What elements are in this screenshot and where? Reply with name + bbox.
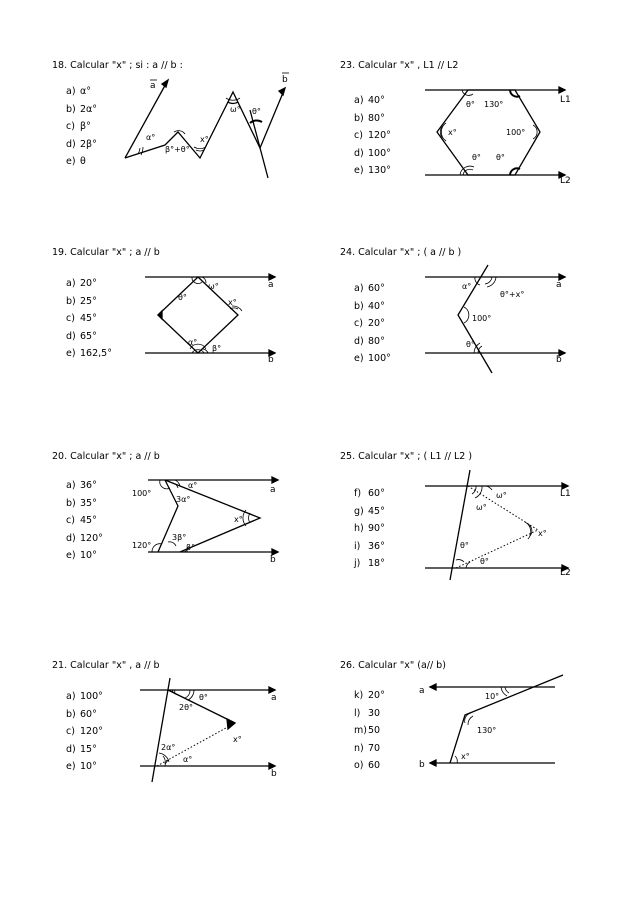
answer-option[interactable]: e) 100° (354, 353, 391, 364)
angle-label: θ°+x° (500, 290, 525, 299)
answer-option[interactable]: e) 162,5° (66, 348, 112, 359)
vector-a-label: a (150, 81, 156, 91)
answer-option[interactable]: a) 40° (354, 95, 385, 106)
angle-figure (135, 678, 290, 783)
answer-option[interactable]: a) 60° (354, 283, 385, 294)
angle-label: ω° (496, 491, 507, 500)
problem-title: 26. Calcular "x" (a// b) (340, 660, 446, 671)
angle-label: 10° (485, 692, 500, 701)
answer-option[interactable]: e) 130° (354, 165, 391, 176)
answer-option[interactable]: e) 10° (66, 761, 97, 772)
answer-option[interactable]: d) 100° (354, 147, 391, 159)
angle-figure (130, 468, 290, 568)
angle-label: ω° (476, 503, 487, 512)
angle-label: θ° (460, 541, 469, 550)
angle-label: 100° (472, 314, 492, 323)
angle-label: x° (538, 529, 547, 538)
angle-label: θ° (466, 100, 475, 109)
angle-figure (415, 675, 575, 775)
angle-label: x° (228, 298, 237, 307)
angle-label: θ° (252, 107, 261, 116)
answer-options (66, 275, 112, 363)
angle-label: θ° (472, 153, 481, 162)
answer-option[interactable]: e) θ (66, 156, 86, 167)
answer-option[interactable]: i) 36° (354, 540, 385, 552)
angle-figure (420, 265, 580, 380)
angle-label: α° (188, 338, 198, 347)
angle-label: θ° (199, 693, 208, 702)
angle-label: x° (200, 135, 209, 144)
answer-option[interactable]: e) 10° (66, 550, 97, 561)
angle-label: 130° (477, 726, 497, 735)
answer-option[interactable]: b) 40° (354, 300, 385, 312)
angle-label: 2α° (161, 743, 176, 752)
answer-option[interactable]: c) 120° (66, 726, 103, 737)
answer-option[interactable]: a) 36° (66, 480, 97, 491)
angle-label: 130° (484, 100, 504, 109)
angle-label: 100° (132, 489, 152, 498)
angle-label: x° (233, 735, 242, 744)
answer-option[interactable]: f) 60° (354, 488, 385, 499)
angle-label: x° (461, 752, 470, 761)
vector-b-label: b (556, 355, 562, 365)
answer-option[interactable]: a) α° (66, 86, 92, 97)
answer-option[interactable]: c) β° (66, 121, 91, 132)
angle-figure (110, 70, 310, 180)
answer-option[interactable]: a) 20° (66, 278, 97, 289)
angle-label: β° (212, 344, 222, 353)
line-l2-label: L2 (560, 176, 571, 186)
vector-a-label: a (556, 280, 562, 290)
line-l1-label: L1 (560, 95, 571, 105)
angle-label: ω° (230, 105, 241, 114)
vector-b-label: b (271, 769, 277, 779)
problem-title: 21. Calcular "x" , a // b (52, 660, 160, 671)
angle-label: x° (234, 515, 243, 524)
vector-a-label: a (270, 485, 276, 495)
vector-b-label: b (282, 75, 288, 85)
angle-label: ω° (208, 282, 219, 291)
angle-label: 2θ° (179, 703, 193, 712)
answer-option[interactable]: g) 45° (354, 505, 385, 517)
answer-option[interactable]: b) 35° (66, 497, 97, 509)
angle-label: 120° (132, 541, 152, 550)
line-l1-label: L1 (560, 489, 571, 499)
angle-label: β°+θ° (165, 145, 190, 154)
answer-option[interactable]: c) 45° (66, 313, 97, 324)
answer-options (354, 687, 385, 775)
angle-label: 100° (506, 128, 526, 137)
answer-option[interactable]: c) 20° (354, 318, 385, 329)
angle-figure (420, 80, 580, 185)
answer-option[interactable]: d) 65° (66, 330, 97, 342)
answer-option[interactable]: d) 15° (66, 743, 97, 755)
answer-option[interactable]: k) 20° (354, 690, 385, 701)
answer-option[interactable]: d) 2β° (66, 138, 97, 150)
answer-option[interactable]: b) 25° (66, 295, 97, 307)
answer-option[interactable]: o) 60 (354, 760, 381, 771)
vector-a-label: a (268, 280, 274, 290)
angle-label: α° (188, 481, 198, 490)
answer-options (66, 688, 103, 776)
angle-label: θ° (466, 340, 475, 349)
problem-title: 18. Calcular "x" ; si : a // b : (52, 60, 183, 71)
angle-label: 3β° (172, 533, 187, 542)
angle-label: α° (146, 133, 156, 142)
problem-title: 19. Calcular "x" ; a // b (52, 247, 160, 258)
problem-title: 23. Calcular "x" , L1 // L2 (340, 60, 459, 71)
answer-option[interactable]: d) 80° (354, 335, 385, 347)
answer-option[interactable]: m)50 (354, 725, 381, 736)
angle-label: 3α° (176, 495, 191, 504)
vector-b-label: b (270, 555, 276, 565)
answer-option[interactable]: l) 30 (354, 707, 381, 719)
answer-option[interactable]: a) 100° (66, 691, 103, 702)
answer-option[interactable]: j) 18° (354, 558, 385, 569)
problem-title: 24. Calcular "x" ; ( a // b ) (340, 247, 462, 258)
answer-option[interactable]: d) 120° (66, 532, 103, 544)
angle-label: x° (448, 128, 457, 137)
angle-figure (140, 265, 290, 370)
answer-options (66, 83, 97, 171)
answer-option[interactable]: b) 60° (66, 708, 97, 720)
angle-label: α° (462, 282, 472, 291)
problem-title: 20. Calcular "x" ; a // b (52, 451, 160, 462)
line-l2-label: L2 (560, 568, 571, 578)
vector-b-label: b (419, 760, 425, 770)
answer-option[interactable]: b) 2α° (66, 103, 98, 115)
vector-a-label: a (271, 693, 277, 703)
angle-label: θ° (178, 293, 187, 302)
angle-figure (420, 470, 585, 580)
broken-line (450, 675, 563, 763)
answer-options (354, 92, 391, 180)
angle-label: β° (186, 543, 196, 552)
answer-options (354, 280, 391, 368)
answer-options (354, 485, 385, 573)
vector-a-label: a (419, 686, 425, 696)
angle-label: θ° (496, 153, 505, 162)
angle-label: θ° (480, 557, 489, 566)
answer-option[interactable]: n) 70 (354, 742, 381, 754)
rhombus (158, 277, 238, 353)
answer-options (66, 477, 103, 565)
vector-b-label: b (268, 355, 274, 365)
problem-title: 25. Calcular "x" ; ( L1 // L2 ) (340, 451, 473, 462)
answer-option[interactable]: c) 45° (66, 515, 97, 526)
answer-option[interactable]: c) 120° (354, 130, 391, 141)
answer-option[interactable]: h) 90° (354, 523, 385, 534)
answer-option[interactable]: b) 80° (354, 112, 385, 124)
angle-label: α° (183, 755, 193, 764)
